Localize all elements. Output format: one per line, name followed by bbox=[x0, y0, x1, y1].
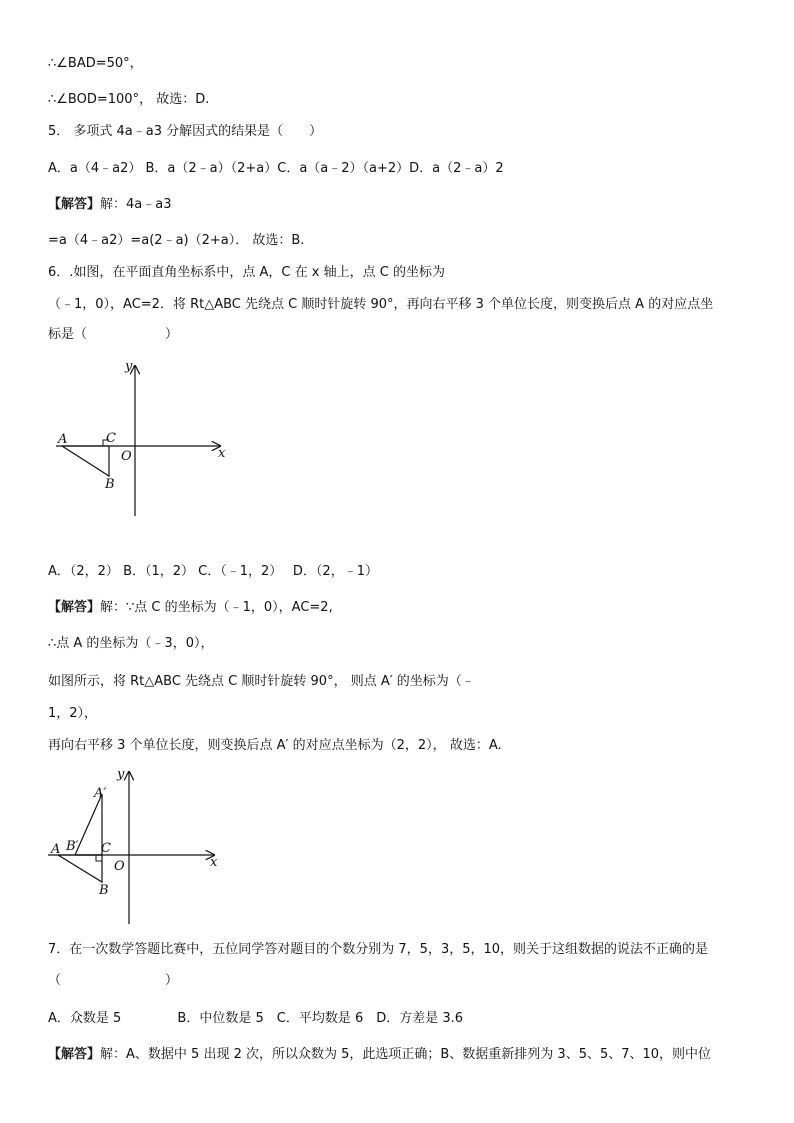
answer-tag: 【解答】 bbox=[48, 197, 101, 212]
label-y: y bbox=[117, 767, 125, 782]
answer-text: 解：∵点 C 的坐标为（﹣1，0），AC=2, bbox=[100, 600, 333, 615]
answer-5-line-2: =a（4﹣a2）=a(2﹣a)（2+a）． 故选：B. bbox=[48, 233, 305, 248]
answer-6-line-4: 1，2）， bbox=[48, 706, 98, 721]
question-7: 7．在一次数学答题比赛中，五位同学答对题目的个数分别为 7，5，3，5，10，则关于这组数据的说法不正确的是 bbox=[48, 942, 709, 957]
label-x: x bbox=[218, 446, 226, 461]
answer-text: 解：4a﹣a3 bbox=[100, 197, 172, 212]
question-6-options: A．（2，2） B．（1，2） C．（﹣1，2） D．（2，﹣1） bbox=[48, 564, 378, 579]
label-b: B bbox=[105, 477, 115, 492]
question-5: 5． 多项式 4a﹣a3 分解因式的结果是（ ） bbox=[48, 124, 323, 139]
text-line-2: ∴∠BOD=100°， 故选：D. bbox=[48, 92, 210, 107]
label-o: O bbox=[121, 449, 132, 464]
question-6-line-3: 标是（ ） bbox=[48, 327, 179, 342]
answer-tag: 【解答】 bbox=[48, 1047, 101, 1062]
label-a: A bbox=[51, 842, 61, 857]
label-a-prime: A′ bbox=[94, 786, 107, 801]
label-x: x bbox=[210, 855, 218, 870]
question-6-line-2: （﹣1，0），AC=2．将 Rt△ABC 先绕点 C 顺时针旋转 90°，再向右平移 3 个单位长度，则变换后点 A 的对应点坐 bbox=[48, 297, 714, 312]
label-b: B bbox=[99, 883, 109, 898]
label-a: A bbox=[58, 432, 68, 447]
answer-5 bbox=[48, 197, 172, 213]
label-o: O bbox=[114, 859, 125, 874]
answer-6 bbox=[48, 600, 333, 616]
question-5-options: A．a（4﹣a2） B．a（2﹣a）（2+a）C．a（a﹣2）（a+2）D．a（2﹣a）2 bbox=[48, 161, 504, 176]
triangle-abc bbox=[58, 855, 102, 882]
label-b-prime: B′ bbox=[66, 839, 79, 854]
question-7-options: A．众数是 5 B．中位数是 5 C．平均数是 6 D．方差是 3.6 bbox=[48, 1011, 464, 1026]
answer-6-line-5: 再向右平移 3 个单位长度，则变换后点 A′ 的对应点坐标为（2，2）， 故选：A. bbox=[48, 738, 502, 753]
figure-2-rotation-diagram bbox=[44, 766, 234, 930]
triangle-abc bbox=[62, 446, 109, 476]
answer-6-line-2: ∴点 A 的坐标为（﹣3，0）， bbox=[48, 636, 214, 651]
label-y: y bbox=[125, 359, 133, 374]
answer-6-line-3: 如图所示，将 Rt△ABC 先绕点 C 顺时针旋转 90°， 则点 A′ 的坐标为（﹣ bbox=[48, 674, 475, 689]
label-c: C bbox=[106, 431, 116, 446]
question-6: 6．.如图，在平面直角坐标系中，点 A，C 在 x 轴上，点 C 的坐标为 bbox=[48, 265, 445, 280]
label-c: C bbox=[101, 841, 111, 856]
answer-tag: 【解答】 bbox=[48, 600, 101, 615]
figure-1-coordinate-diagram bbox=[48, 358, 238, 522]
question-7-line-2: （ ） bbox=[48, 973, 179, 988]
triangle-rotated bbox=[75, 794, 102, 855]
text-line-1: ∴∠BAD=50°， bbox=[48, 56, 143, 71]
answer-text: 解：A、数据中 5 出现 2 次，所以众数为 5，此选项正确；B、数据重新排列为 3、5、5、7、10，则中位 bbox=[100, 1047, 712, 1062]
answer-7 bbox=[48, 1047, 711, 1063]
